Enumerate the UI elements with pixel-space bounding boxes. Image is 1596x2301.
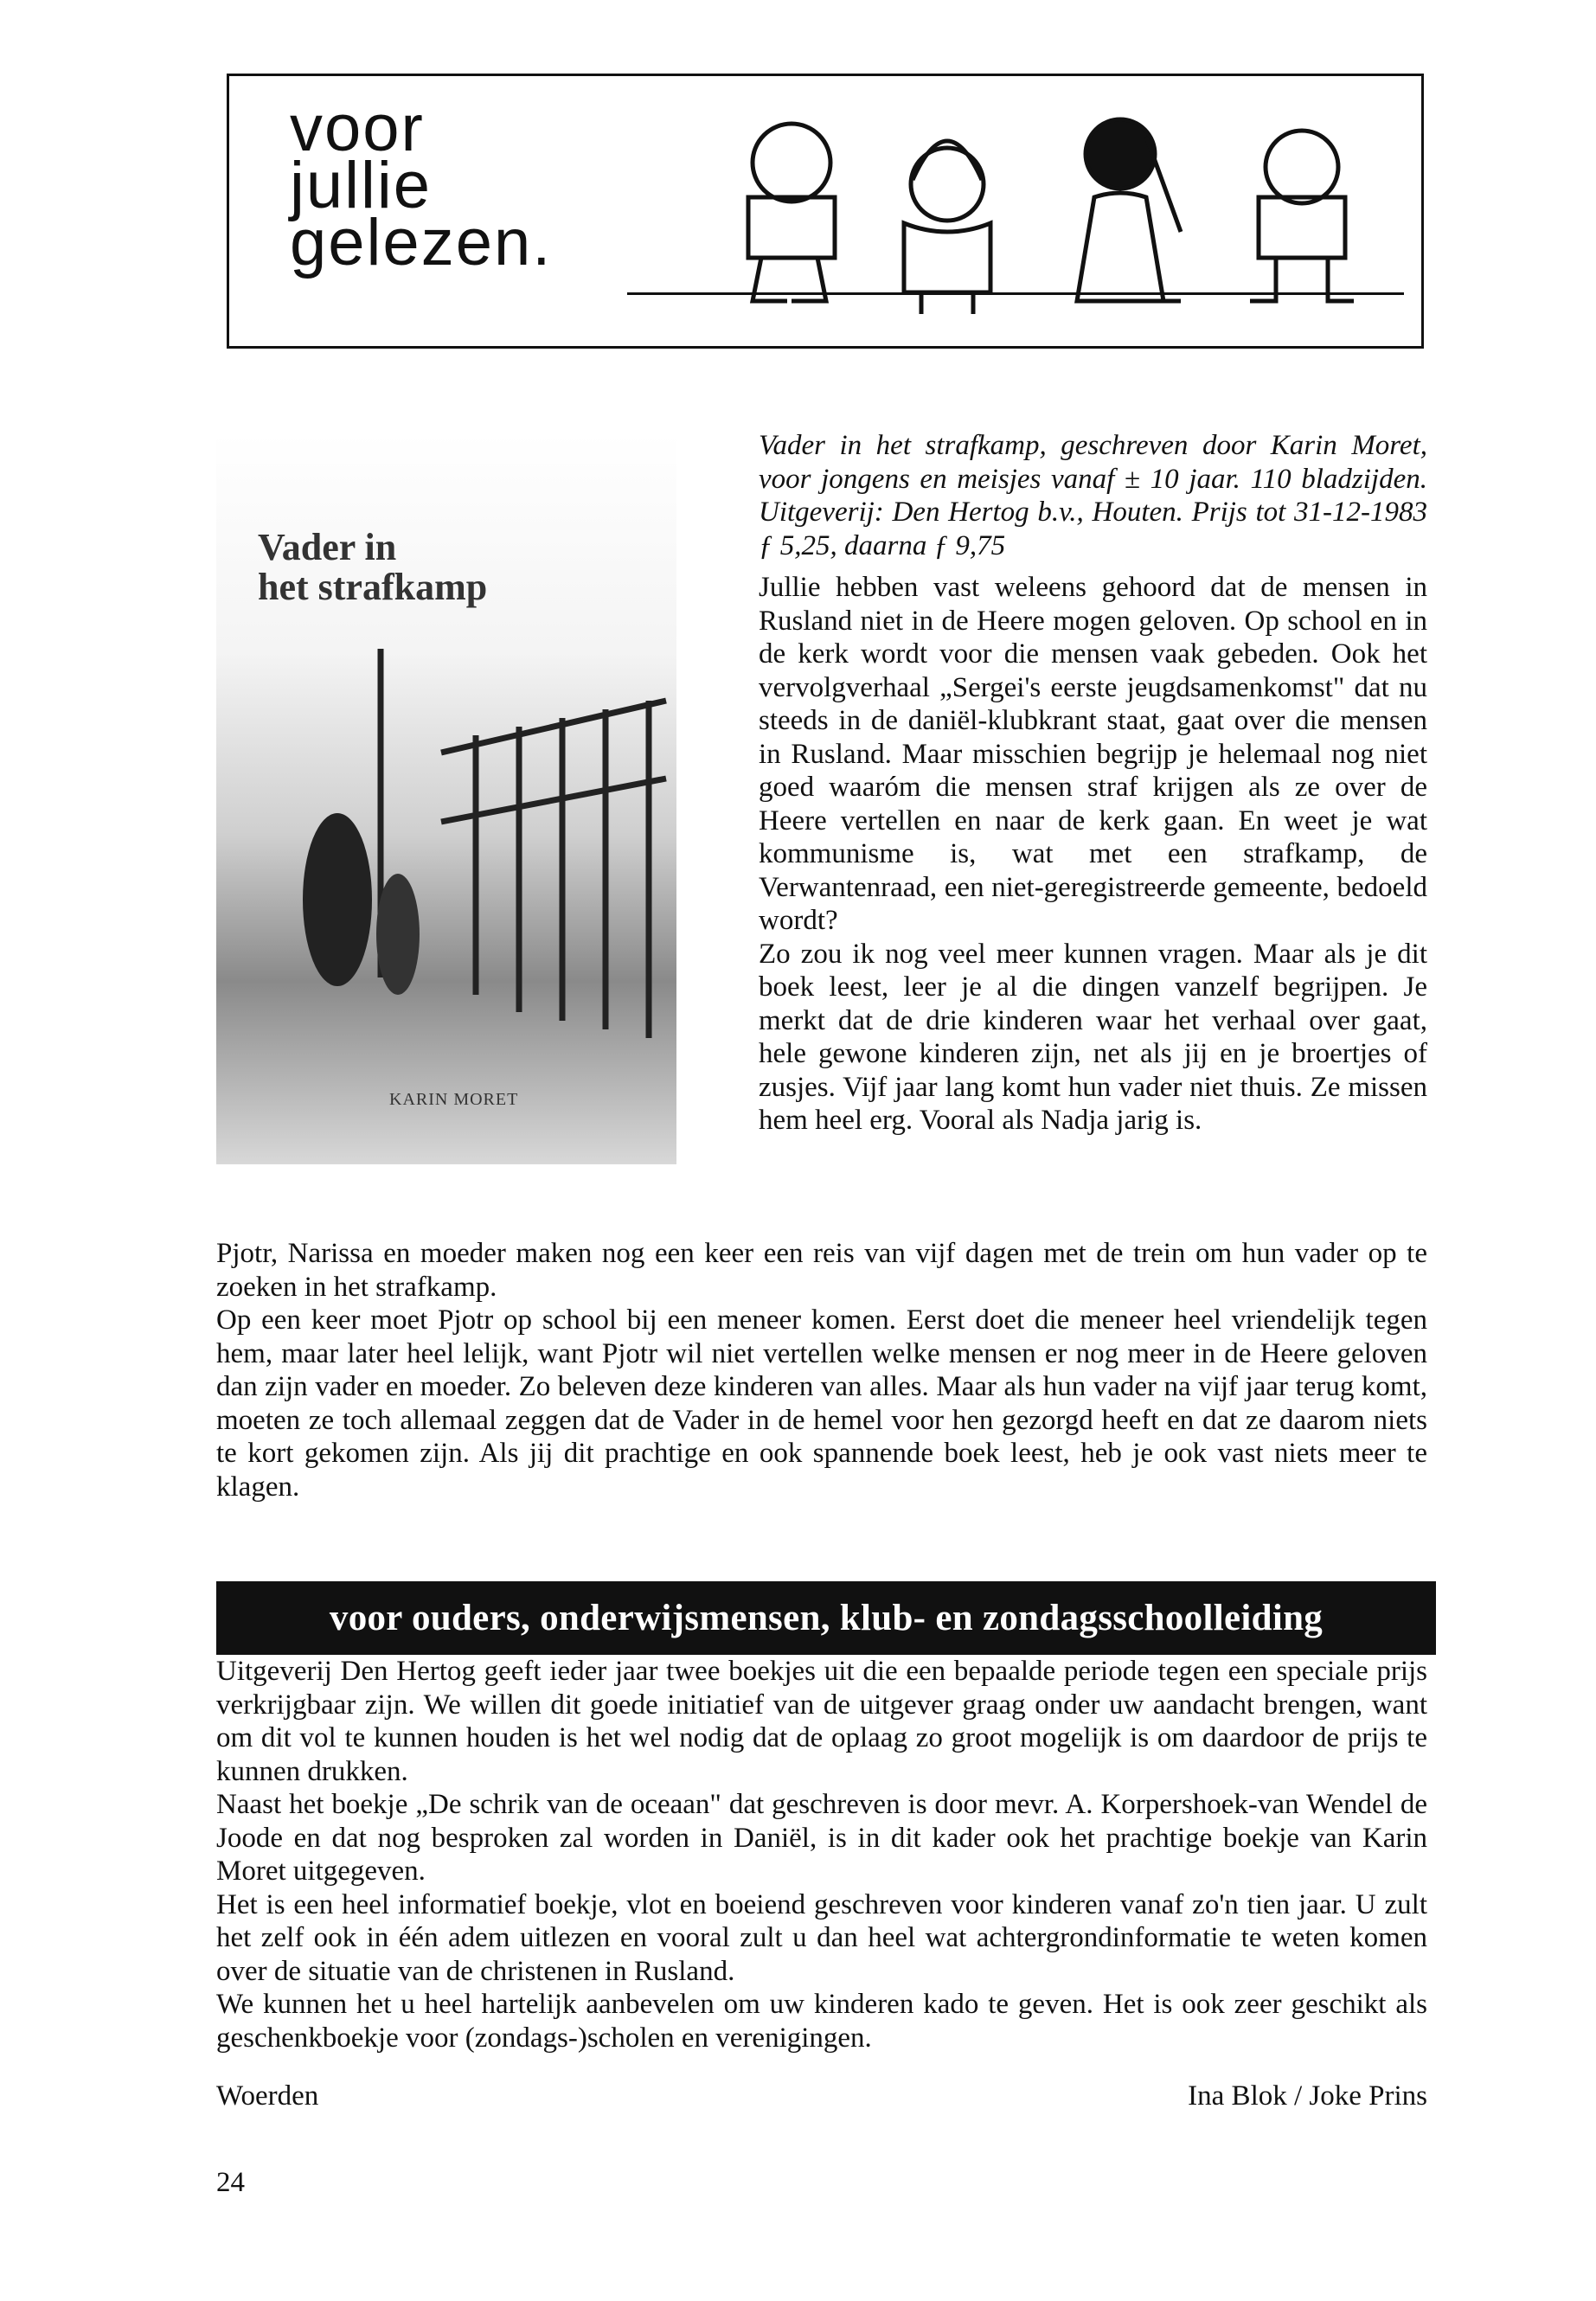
title-line: jullie bbox=[290, 149, 433, 222]
review-paragraph: Pjotr, Narissa en moeder maken nog een keer een reis van vijf dagen met de trein om hun vader op te zoeken in het strafkamp. bbox=[216, 1238, 1427, 1303]
child-reading-icon bbox=[748, 124, 835, 301]
cover-title bbox=[258, 528, 487, 607]
book-cover-image bbox=[216, 433, 676, 1164]
adults-paragraph: Naast het boekje „De schrik van de oceaan" dat geschreven is door mevr. A. Korpershoek-van Wendel de Joode en dat nog besproken zal worden in Daniël, is in dit kader ook het prachtige boekje van Karin Moret uitgegeven. bbox=[216, 1789, 1427, 1887]
adults-section bbox=[216, 1655, 1427, 2054]
reading-children-illustration bbox=[714, 102, 1406, 327]
cover-author: KARIN MORET bbox=[389, 1090, 519, 1109]
adults-paragraph: Het is een heel informatief boekje, vlot en boeiend geschreven voor kinderen vanaf zo'n tien jaar. U zult het zelf ook in één adem uitlezen en vooral zult u dan heel wat achtergrondinformatie te weten komen over de situatie van de christenen in Rusland. bbox=[216, 1888, 1427, 1987]
section-title bbox=[290, 92, 553, 279]
adults-paragraph: Uitgeverij Den Hertog geeft ieder jaar twee boekjes uit die een bepaalde periode tegen een speciale prijs verkrijgbaar zijn. We willen dit goede initiatief van de uitgever graag onder uw aandacht brengen, want om dit vol te kunnen houden is het wel nodig dat de oplaag zo groot mogelijk is om daardoor de prijs te kunnen drukken. bbox=[216, 1656, 1427, 1787]
title-line: voor bbox=[290, 92, 425, 165]
review-paragraph: Zo zou ik nog veel meer kunnen vragen. Maar als je dit boek leest, leer je al die dingen vanzelf begrijpen. Je merkt dat de drie kinderen waar het verhaal over gaat, hele gewone kinderen zijn, net als jij en je broertjes of zusjes. Vijf jaar lang komt hun vader niet thuis. Ze missen hem heel erg. Vooral als Nadja jarig is. bbox=[759, 938, 1427, 1136]
section-banner: voor ouders, onderwijsmensen, klub- en zondagsschoolleiding bbox=[216, 1581, 1436, 1655]
child-reading-icon bbox=[1077, 119, 1181, 301]
review-column bbox=[759, 429, 1427, 1138]
title-line: gelezen. bbox=[290, 206, 553, 279]
child-reading-icon bbox=[1250, 131, 1354, 301]
cover-title-line: Vader in bbox=[258, 526, 397, 568]
place: Woerden bbox=[216, 2080, 319, 2112]
adults-paragraph: We kunnen het u heel hartelijk aanbevelen om uw kinderen kado te geven. Het is ook zeer geschikt als geschenkboekje voor (zondags-)scholen en verenigingen. bbox=[216, 1989, 1427, 2054]
cover-title-line: het strafkamp bbox=[258, 566, 488, 608]
section-header bbox=[227, 74, 1424, 349]
fence-scene-illustration bbox=[216, 649, 676, 1081]
book-details: Vader in het strafkamp, geschreven door Karin Moret, voor jongens en meisjes vanaf ± 10 jaar. 110 bladzijden. Uitgeverij: Den Hertog b.v., Houten. Prijs tot 31-12-1983 ƒ 5,25, daarna ƒ 9,75 bbox=[759, 430, 1427, 561]
review-paragraph: Op een keer moet Pjotr op school bij een meneer komen. Eerst doet die meneer heel vriendelijk tegen hem, maar later heel lelijk, want Pjotr wil niet vertellen welke mensen er nog meer in de Heere geloven dan zijn vader en moeder. Zo beleven deze kinderen van alles. Maar als hun vader na vijf jaar terug komt, moeten ze toch allemaal zeggen dat de Vader in de hemel voor hen gezorgd heeft en dat ze daarom niets te kort gekomen zijn. Als jij dit prachtige en ook spannende boek leest, heb je ook vast niets meer te klagen. bbox=[216, 1304, 1427, 1503]
review-continued bbox=[216, 1237, 1427, 1503]
page-number: 24 bbox=[216, 2167, 245, 2198]
authors: Ina Blok / Joke Prins bbox=[1188, 2080, 1427, 2112]
child-reading-icon bbox=[904, 141, 990, 314]
review-paragraph: Jullie hebben vast weleens gehoord dat de mensen in Rusland niet in de Heere mogen geloven. Op school en in de kerk wordt voor die mensen vaak gebeden. Ook het vervolgverhaal „Sergei's eerste jeugdsamenkomst" dat nu steeds in de daniël-klubkrant staat, gaat over die mensen in Rusland. Maar misschien begrijp je helemaal nog niet goed waaróm die mensen straf krijgen als ze over de Heere vertellen en naar de kerk gaan. En weet je wat kommunisme is, wat met een strafkamp, de Verwantenraad, een niet-geregistreerde gemeente, bedoeld wordt? bbox=[759, 572, 1427, 936]
